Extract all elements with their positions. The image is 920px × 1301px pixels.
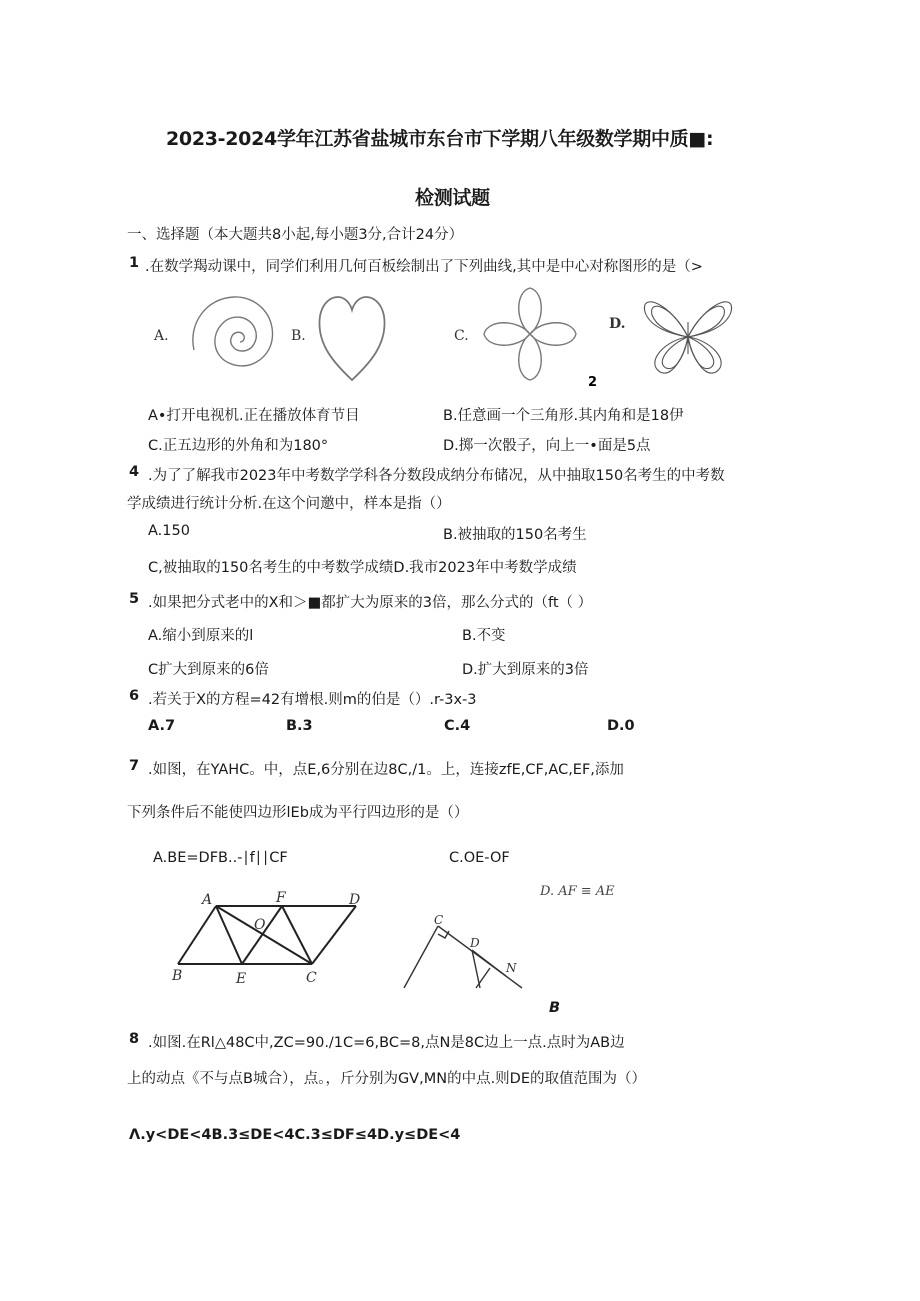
page-title-line2: 检测试题 <box>415 187 490 209</box>
q8-number: 8 <box>129 1031 140 1047</box>
q1-figures <box>140 282 780 392</box>
q8-text-line1: .如图.在Rl△48C中,ZC=90./1C=6,BC=8,点N是8C边上一点.点时为AB边 <box>148 1035 625 1051</box>
vertex-d2: D <box>470 936 480 950</box>
vertex-f: F <box>276 890 286 906</box>
q2-option-c: C.正五边形的外角和为180° <box>148 438 329 454</box>
q7-option-ab: A.BE=DFB..-∣f∣∣CF <box>153 850 288 866</box>
spiral-figure <box>193 297 273 366</box>
q4-option-cd: C,被抽取的150名考生的中考数学成绩D.我市2023年中考数学成绩 <box>148 560 577 576</box>
q5-option-b: B.不变 <box>462 628 506 644</box>
vertex-b: B <box>172 968 183 984</box>
q5-option-d: D.扩大到原来的3倍 <box>462 662 589 678</box>
vertex-c: C <box>306 970 317 986</box>
q6-option-d: D.0 <box>607 718 635 734</box>
q7-text-line1: .如图，在YAHC。中，点E,6分别在边8C,/1。上，连接zfE,CF,AC,EF,添加 <box>148 762 624 778</box>
fig-label-c: C. <box>454 328 469 344</box>
q4-option-b: B.被抽取的150名考生 <box>443 527 587 543</box>
q4-text-line1: .为了了解我市2023年中考数学学科各分数段成纳分布储况，从中抽取150名考生的中考数 <box>148 468 725 484</box>
stray-number: 2 <box>588 375 598 390</box>
q5-option-c: C扩大到原来的6倍 <box>148 662 269 678</box>
q4-option-a: A.150 <box>148 523 190 539</box>
vertex-o: O <box>254 917 266 933</box>
q7-number: 7 <box>129 758 140 774</box>
q1-text: .在数学羯动课中，同学们利用几何百板绘制出了下列曲线,其中是中心对称图形的是（> <box>145 259 703 275</box>
vertex-a: A <box>202 892 213 908</box>
fig-label-d: D. <box>609 316 626 332</box>
q4-number: 4 <box>129 464 140 480</box>
q4-text-line2: 学成绩进行统计分析.在这个问邀中，样本是指（） <box>127 496 451 512</box>
fig-label-a: A. <box>154 328 169 344</box>
vertex-c2: C <box>434 913 444 927</box>
vertex-d: D <box>349 892 361 908</box>
parallelogram-figure <box>168 888 388 998</box>
q6-option-b: B.3 <box>286 718 313 734</box>
q2-option-a: A•打开电视机.正在播放体育节目 <box>148 408 360 424</box>
q7-text-line2: 下列条件后不能使四边形lEb成为平行四边形的是（） <box>127 805 469 821</box>
q6-option-a: A.7 <box>148 718 176 734</box>
section-heading: 一、选择题（本大题共8小起,每小题3分,合计24分） <box>127 227 464 243</box>
q5-option-a: A.缩小到原来的l <box>148 628 254 644</box>
q8-options: Λ.y<DE<4B.3≤DE<4C.3≤DF≤4D.y≤DE<4 <box>129 1127 461 1143</box>
q5-number: 5 <box>129 591 140 607</box>
q5-text: .如果把分式老中的X和＞■都扩大为原来的3倍，那么分式的（ft（ ） <box>148 595 593 611</box>
vertex-n: N <box>506 961 517 975</box>
right-triangle-figure <box>400 912 540 992</box>
fig-label-b: B. <box>291 328 306 344</box>
page-title: 2023-2024学年江苏省盐城市东台市下学期八年级数学期中质■: <box>166 128 714 150</box>
butterfly-figure <box>644 302 731 373</box>
vertex-e: E <box>236 971 247 987</box>
heart-figure <box>319 297 384 380</box>
four-petal-figure <box>484 288 576 380</box>
q6-number: 6 <box>129 688 140 704</box>
q7-option-d: D. AF ≡ AE <box>540 884 615 899</box>
q2-option-d: D.掷一次骰子，向上一•面是5点 <box>443 438 651 454</box>
stray-b-label: B <box>549 1000 561 1016</box>
q1-number: 1 <box>129 255 140 271</box>
q6-text: .若关于X的方程=42有增根.则m的伯是（）.r-3x-3 <box>148 692 477 708</box>
q2-option-b: B.任意画一个三角形.其内角和是18伊 <box>443 408 684 424</box>
q8-text-line2: 上的动点《不与点B城合），点。，斤分别为GV,MN的中点.则DE的取值范围为（） <box>127 1071 647 1087</box>
q7-option-c: C.OE-OF <box>449 850 510 866</box>
q6-option-c: C.4 <box>444 718 471 734</box>
